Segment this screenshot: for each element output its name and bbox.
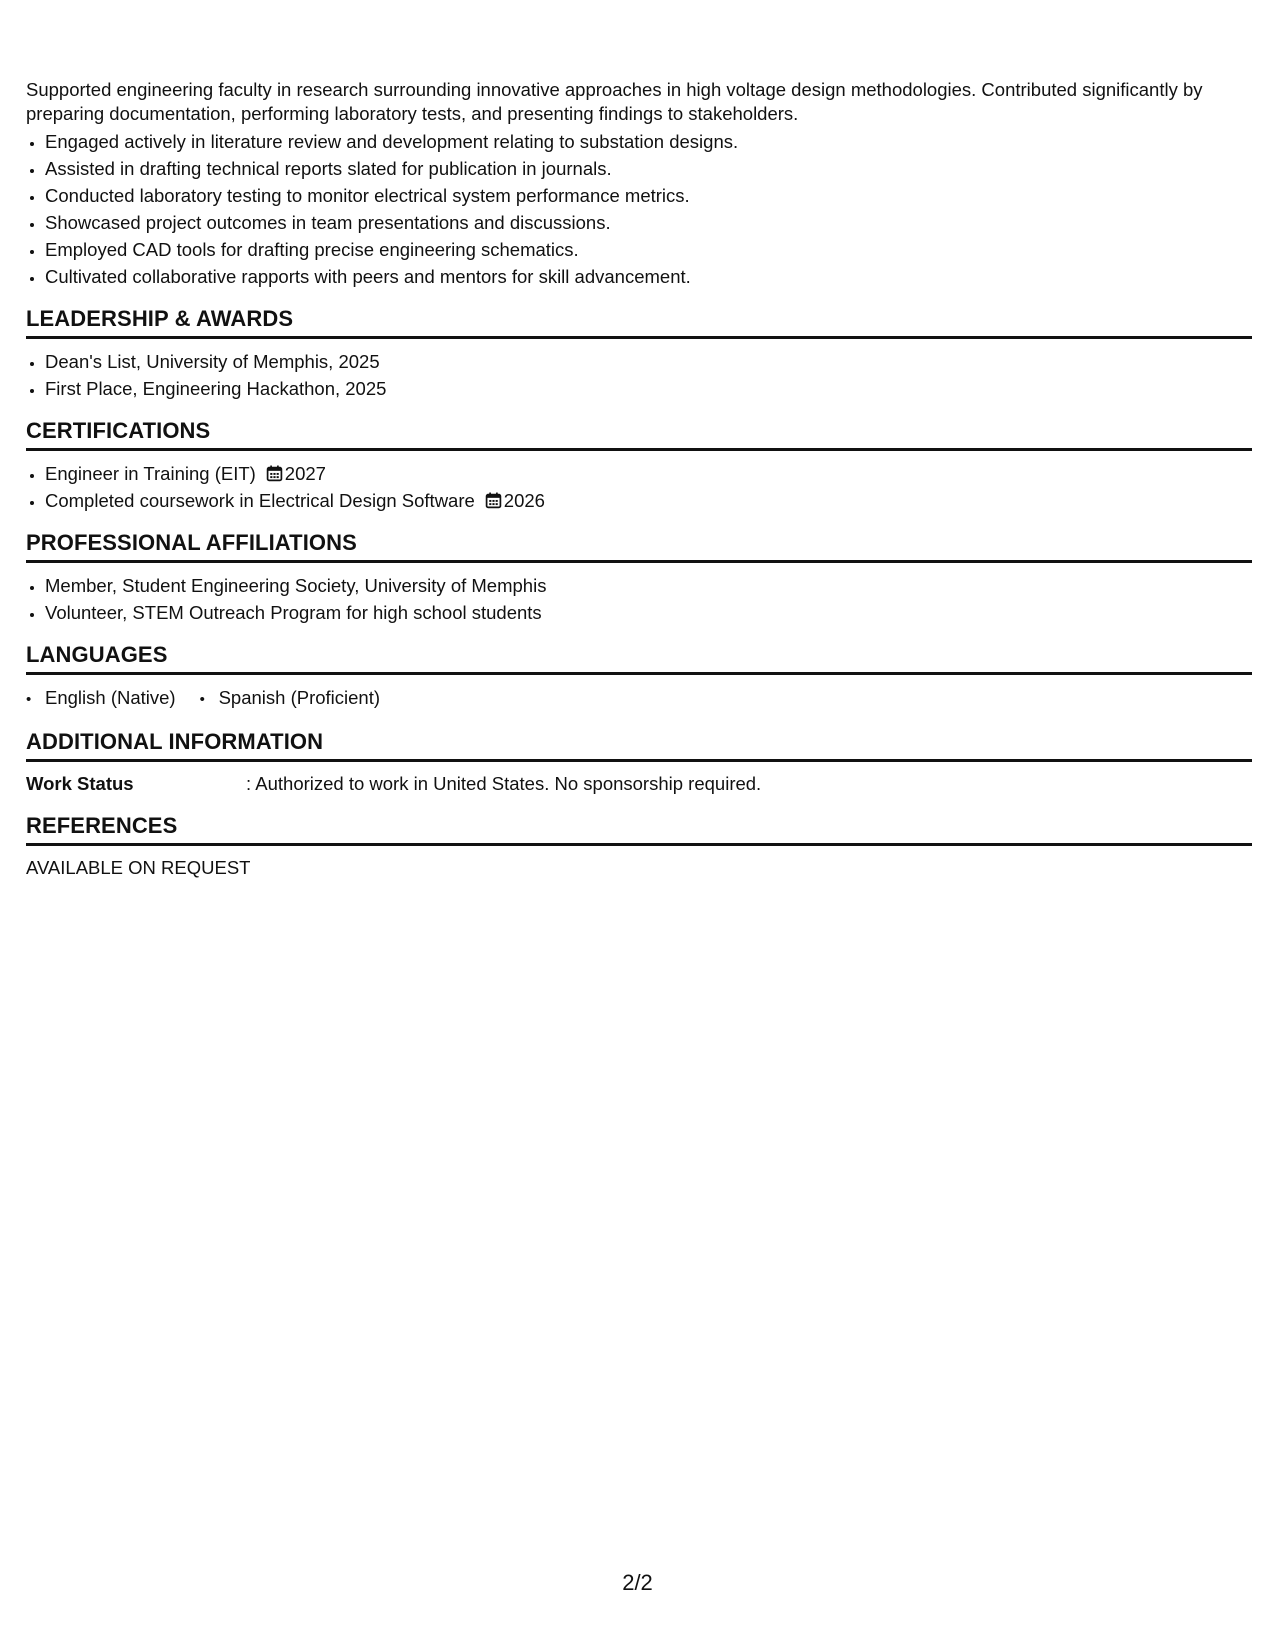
- section-title-languages: LANGUAGES: [26, 642, 1252, 675]
- list-item: • Employed CAD tools for drafting precise engineering schematics.: [45, 236, 1252, 263]
- languages-list: [26, 684, 1252, 713]
- work-status-value: : Authorized to work in United States. No sponsorship required.: [246, 773, 762, 794]
- section-title-leadership: LEADERSHIP & AWARDS: [26, 306, 1252, 339]
- certification-date: [485, 490, 545, 511]
- list-item: • First Place, Engineering Hackathon, 2025: [45, 375, 1252, 402]
- language-item: • English (Native): [26, 684, 176, 713]
- date-text: 2026: [503, 490, 545, 511]
- languages-section: [26, 642, 1252, 713]
- list-item: • Dean's List, University of Memphis, 2025: [45, 348, 1252, 375]
- calendar-icon: [266, 465, 283, 482]
- certification-item: [45, 487, 1252, 514]
- work-status-label: Work Status: [26, 773, 134, 794]
- section-title-references: REFERENCES: [26, 813, 1252, 846]
- list-item: • Conducted laboratory testing to monitor electrical system performance metrics.: [45, 182, 1252, 209]
- experience-bullets: [26, 128, 1252, 290]
- list-item: • Showcased project outcomes in team presentations and discussions.: [45, 209, 1252, 236]
- resume-page: [26, 78, 1252, 881]
- list-item: • Assisted in drafting technical reports slated for publication in journals.: [45, 155, 1252, 182]
- leadership-list: [26, 348, 1252, 402]
- list-item: • Volunteer, STEM Outreach Program for high school students: [45, 599, 1252, 626]
- date-text: 2027: [284, 463, 326, 484]
- certification-name: Engineer in Training (EIT): [45, 463, 256, 484]
- section-title-additional: ADDITIONAL INFORMATION: [26, 729, 1252, 762]
- list-item: • Member, Student Engineering Society, University of Memphis: [45, 572, 1252, 599]
- affiliations-list: [26, 572, 1252, 626]
- certification-name: Completed coursework in Electrical Design Software: [45, 490, 475, 511]
- references-text: AVAILABLE ON REQUEST: [26, 857, 251, 878]
- certifications-section: [26, 418, 1252, 514]
- experience-summary: Supported engineering faculty in research surrounding innovative approaches in high voltage design methodologies. Contributed significantly by preparing documentation, performing laboratory tests, and presenting findings to stakeholders.: [26, 79, 1203, 124]
- calendar-icon: [485, 492, 502, 509]
- list-item: • Cultivated collaborative rapports with peers and mentors for skill advancement.: [45, 263, 1252, 290]
- section-title-certifications: CERTIFICATIONS: [26, 418, 1252, 451]
- affiliations-section: [26, 530, 1252, 626]
- references-section: [26, 813, 1252, 881]
- work-status-row: [26, 770, 1252, 797]
- certifications-list: [26, 460, 1252, 514]
- certification-item: [45, 460, 1252, 487]
- leadership-section: [26, 306, 1252, 402]
- list-item: • Engaged actively in literature review and development relating to substation designs.: [45, 128, 1252, 155]
- page-number: 2/2: [622, 1570, 653, 1595]
- language-item: • Spanish (Proficient): [200, 684, 380, 713]
- additional-info-section: [26, 729, 1252, 797]
- section-title-affiliations: PROFESSIONAL AFFILIATIONS: [26, 530, 1252, 563]
- certification-date: [266, 463, 326, 484]
